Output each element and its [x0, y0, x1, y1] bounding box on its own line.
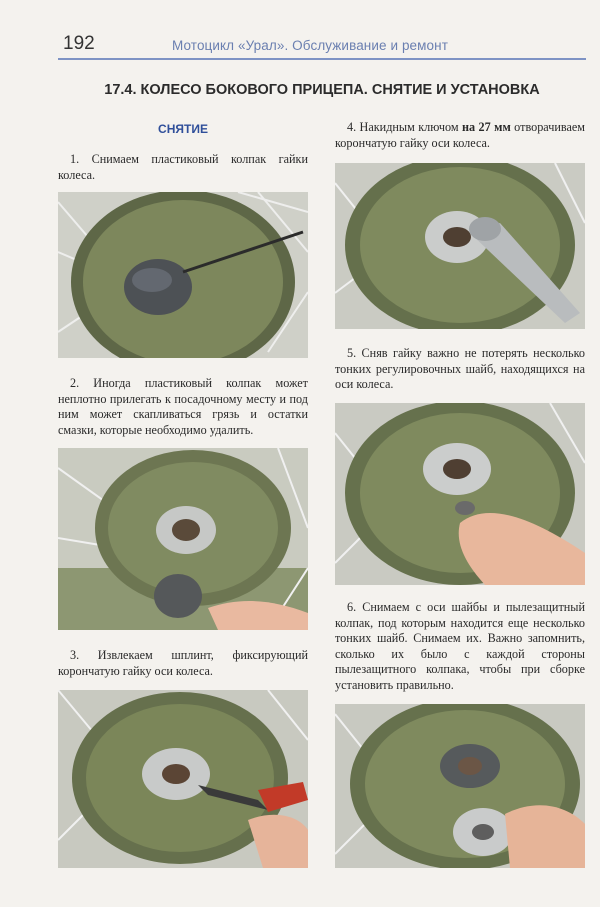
photo-step-4-image	[335, 163, 585, 329]
page-number: 192	[63, 33, 95, 54]
step-1-text	[58, 152, 308, 183]
photo-step-5	[335, 403, 585, 585]
step-5-text	[335, 346, 585, 393]
photo-step-1	[58, 192, 308, 358]
step-5-body: 5. Сняв гайку важно не потерять несколько тонких регулировочных шайб, находящихся на оси колеса.	[335, 346, 585, 391]
photo-step-2	[58, 448, 308, 630]
step-3-body: 3. Извлекаем шплинт, фиксирующий корончатую гайку оси колеса.	[58, 648, 308, 678]
step-6-body: 6. Снимаем с оси шайбы и пылезащитный колпак, под которым находится еще несколько тонких шайб. Снимаем их. Важно запомнить, сколько их было с каждой стороны пылезащитного колпака, чтобы при сборке установить правильно.	[335, 600, 585, 692]
step-3-text	[58, 648, 308, 679]
step-2-text	[58, 376, 308, 438]
photo-step-2-image	[58, 448, 308, 630]
step-1-body: 1. Снимаем пластиковый колпак гайки колеса.	[58, 152, 308, 182]
step-4-body-before: 4. Накидным ключом	[347, 120, 463, 134]
step-6-text	[335, 600, 585, 693]
step-4-body-bold: на 27 мм	[462, 120, 511, 134]
photo-step-6-image	[335, 704, 585, 868]
photo-step-5-image	[335, 403, 585, 585]
photo-step-4	[335, 163, 585, 329]
photo-step-3	[58, 690, 308, 868]
subheading-removal: СНЯТИЕ	[158, 122, 208, 136]
step-2-body: 2. Иногда пластиковый колпак может неплотно прилегать к посадочному месту и под ним может скапливаться грязь и остатки смазки, которые необходимо удалить.	[58, 376, 308, 437]
step-4-text	[335, 120, 585, 151]
running-title: Мотоцикл «Урал». Обслуживание и ремонт	[172, 38, 448, 53]
step-4-body-after: отворачиваем корончатую гайку оси колеса.	[335, 120, 585, 150]
photo-step-3-image	[58, 690, 308, 868]
section-title: 17.4. КОЛЕСО БОКОВОГО ПРИЦЕПА. СНЯТИЕ И УСТАНОВКА	[104, 82, 540, 98]
photo-step-6	[335, 704, 585, 868]
photo-step-1-image	[58, 192, 308, 358]
header-rule	[58, 58, 586, 60]
